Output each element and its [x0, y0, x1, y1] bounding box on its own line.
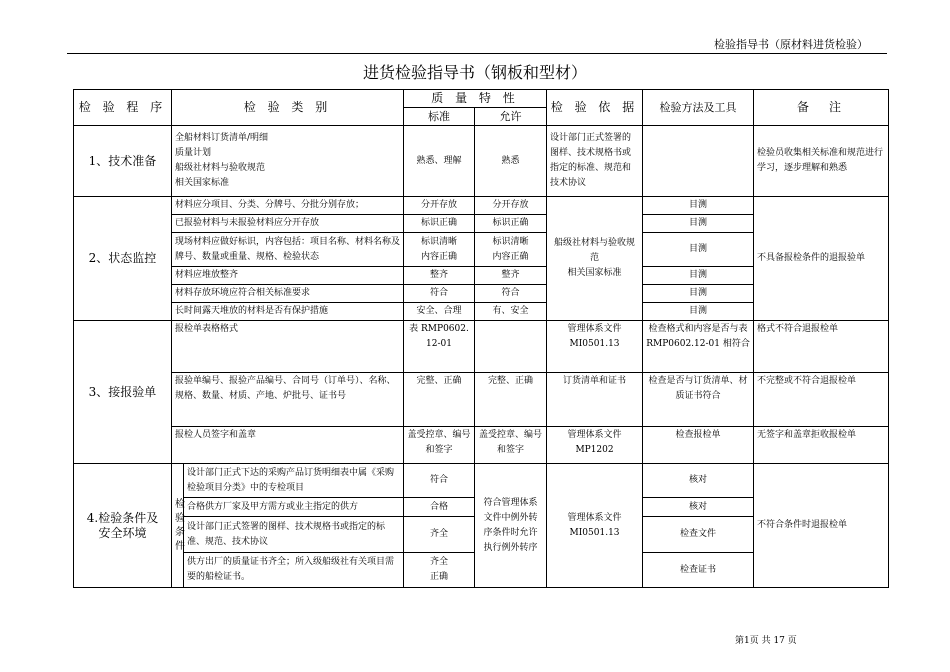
section-4-allowed: 符合管理体系文件中例外转序条件时允许执行例外转序 [475, 464, 547, 588]
section-3-basis: 管理体系文件 MP1202 [547, 427, 643, 464]
section-4-row [74, 464, 889, 498]
section-3-allowed: 完整、正确 [475, 373, 547, 427]
section-1-remarks: 检验员收集相关标准和规范进行学习，逐步理解和熟悉 [754, 126, 889, 197]
col-basis: 检 验 依 据 [547, 90, 643, 126]
section-3-standard: 完整、正确 [404, 373, 475, 427]
section-4-basis: 管理体系文件 MI0501.13 [547, 464, 643, 588]
section-2-standard: 标识正确 [404, 215, 475, 233]
section-4-standard: 符合 [404, 464, 475, 498]
section-4-item: 设计部门正式签署的图样、技术规格书或指定的标准、规范、技术协议 [184, 517, 404, 553]
inspection-table [73, 89, 889, 588]
section-4-remarks: 不符合条件时退报检单 [754, 464, 889, 588]
section-4-name: 4.检验条件及 安全环境 [74, 464, 172, 588]
section-3-basis: 管理体系文件 MI0501.13 [547, 321, 643, 373]
section-2-item: 材料存放环境应符合相关标准要求 [172, 285, 404, 303]
col-remarks: 备 注 [754, 90, 889, 126]
section-4-item: 设计部门正式下达的采购产品订货明细表中属《采购检验项目分类》中的专检项目 [184, 464, 404, 498]
section-3-basis: 订货清单和证书 [547, 373, 643, 427]
page-number: 第1页 共 17 页 [735, 636, 797, 646]
section-2-allowed: 符合 [475, 285, 547, 303]
section-3-allowed: 盖受控章、编号和签字 [475, 427, 547, 464]
section-4-item: 供方出厂的质量证书齐全；所入级船级社有关项目需要的船检证书。 [184, 553, 404, 588]
section-2-standard: 标识清晰 内容正确 [404, 233, 475, 267]
section-2-item: 现场材料应做好标识，内容包括：项目名称、材料名称及牌号、数量或重量、规格、检验状态 [172, 233, 404, 267]
section-4-standard: 齐全 正确 [404, 553, 475, 588]
section-4-method: 核对 [643, 498, 754, 517]
section-1-method [643, 126, 754, 197]
header-rule [67, 53, 887, 54]
section-2-allowed: 标识正确 [475, 215, 547, 233]
section-2-allowed: 有、安全 [475, 303, 547, 321]
col-category: 检 验 类 别 [172, 90, 404, 126]
section-4-method: 核对 [643, 464, 754, 498]
section-2-standard: 符合 [404, 285, 475, 303]
section-2-method: 目测 [643, 197, 754, 215]
section-2-item: 长时间露天堆放的材料是否有保护措施 [172, 303, 404, 321]
section-3-remarks: 无签字和盖章拒收报检单 [754, 427, 889, 464]
section-2-item: 已报验材料与未报验材料应分开存放 [172, 215, 404, 233]
section-2-item: 材料应分项目、分类、分牌号、分批分别存放； [172, 197, 404, 215]
section-2-method: 目测 [643, 267, 754, 285]
section-2-name: 2、状态监控 [74, 197, 172, 321]
col-standard: 标准 [404, 108, 475, 126]
section-3-row [74, 427, 889, 464]
section-3-remarks: 不完整或不符合退报检单 [754, 373, 889, 427]
col-allowed: 允许 [475, 108, 547, 126]
section-3-standard: 表 RMP0602. 12-01 [404, 321, 475, 373]
section-2-basis: 船级社材料与验收规范 相关国家标准 [547, 197, 643, 321]
section-3-row [74, 373, 889, 427]
section-1-name: 1、技术准备 [74, 126, 172, 197]
section-2-method: 目测 [643, 233, 754, 267]
section-4-standard: 齐全 [404, 517, 475, 553]
section-2-row [74, 197, 889, 215]
section-1-standard: 熟悉、理解 [404, 126, 475, 197]
section-4-method: 检查证书 [643, 553, 754, 588]
section-3-name: 3、接报验单 [74, 321, 172, 464]
section-2-standard: 安全、合理 [404, 303, 475, 321]
section-2-allowed: 整齐 [475, 267, 547, 285]
section-3-row [74, 321, 889, 373]
section-2-standard: 分开存放 [404, 197, 475, 215]
section-2-item: 材料应堆放整齐 [172, 267, 404, 285]
section-4-item: 合格供方厂家及甲方需方或业主指定的供方 [184, 498, 404, 517]
section-4-sub-text: 检验条件 [175, 498, 185, 552]
section-2-allowed: 分开存放 [475, 197, 547, 215]
section-3-method: 检查是否与订货清单、材质证书符合 [643, 373, 754, 427]
section-3-allowed [475, 321, 547, 373]
document-title: 进货检验指导书（钢板和型材） [362, 63, 587, 82]
section-3-standard: 盖受控章、编号和签字 [404, 427, 475, 464]
running-header: 检验指导书（原材料进货检验） [714, 38, 868, 51]
header-row [74, 90, 889, 108]
col-quality: 质 量 特 性 [404, 90, 547, 108]
section-4-standard: 合格 [404, 498, 475, 517]
section-3-remarks: 格式不符合退报检单 [754, 321, 889, 373]
section-3-item: 报检单表格格式 [172, 321, 404, 373]
section-1-row [74, 126, 889, 197]
section-2-standard: 整齐 [404, 267, 475, 285]
section-1-basis: 设计部门正式签署的图样、技术规格书或指定的标准、规范和技术协议 [547, 126, 643, 197]
section-1-allowed: 熟悉 [475, 126, 547, 197]
section-2-method: 目测 [643, 215, 754, 233]
col-procedure: 检 验 程 序 [74, 90, 172, 126]
section-2-method: 目测 [643, 285, 754, 303]
section-4-sub-label [172, 464, 184, 588]
section-3-method: 检查格式和内容是否与表 RMP0602.12-01 相符合 [643, 321, 754, 373]
section-3-item: 报检人员签字和盖章 [172, 427, 404, 464]
section-1-items: 全船材料订货清单/明细 质量计划 船级社材料与验收规范 相关国家标准 [172, 126, 404, 197]
section-4-method: 检查文件 [643, 517, 754, 553]
col-method: 检验方法及工具 [643, 90, 754, 126]
section-3-method: 检查报检单 [643, 427, 754, 464]
section-3-item: 报验单编号、报验产品编号、合同号（订单号）、名称、规格、数量、材质、产地、炉批号、证书号 [172, 373, 404, 427]
section-2-allowed: 标识清晰 内容正确 [475, 233, 547, 267]
section-2-method: 目测 [643, 303, 754, 321]
section-2-remarks: 不具备报检条件的退报验单 [754, 197, 889, 321]
